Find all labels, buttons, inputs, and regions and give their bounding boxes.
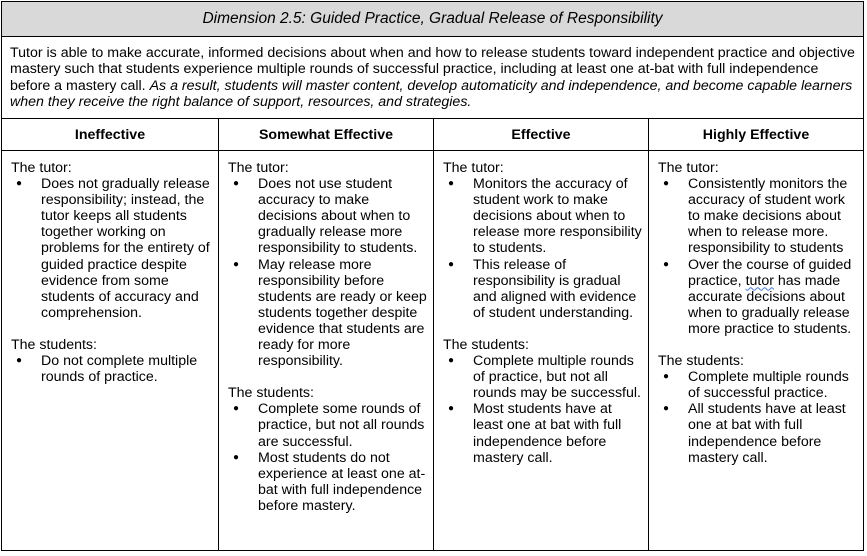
list-item-text: Complete some rounds of practice, but not all rounds are successful.	[258, 401, 425, 450]
bullet-icon: ●	[16, 178, 23, 190]
students-label: The students:	[11, 336, 97, 353]
list-item	[663, 176, 857, 257]
tutor-label: The tutor:	[658, 160, 719, 176]
bullet-icon: ●	[448, 178, 455, 190]
list-item-text: Consistently monitors the accuracy of student work to make decisions about when to release more. responsibility to students	[688, 176, 848, 257]
list-item	[16, 176, 212, 321]
tutor-label: The tutor:	[228, 160, 289, 176]
dimension-description	[2, 37, 864, 119]
bullet-icon: ●	[448, 355, 455, 367]
list-item	[663, 256, 857, 337]
list-item	[663, 401, 857, 466]
students-criteria-list	[658, 369, 857, 466]
students-label: The students:	[658, 353, 744, 370]
tutor-criteria-list	[658, 176, 857, 337]
level-cell-ineffective	[2, 151, 219, 551]
bullet-icon: ●	[663, 258, 670, 270]
section-spacer	[11, 321, 212, 337]
tutor-criteria-list	[11, 176, 212, 321]
bullet-icon: ●	[16, 355, 23, 367]
dimension-title: Dimension 2.5: Guided Practice, Gradual Release of Responsibility	[2, 2, 864, 37]
tutor-label: The tutor:	[443, 160, 504, 176]
tutor-criteria-list	[443, 176, 642, 321]
list-item	[16, 353, 212, 386]
level-header-effective: Effective	[434, 119, 649, 151]
section-spacer	[443, 321, 642, 337]
section-spacer	[228, 369, 427, 385]
bullet-icon: ●	[663, 403, 670, 415]
bullet-icon: ●	[448, 403, 455, 415]
list-item	[448, 353, 642, 402]
level-cell-somewhat-effective	[219, 151, 434, 551]
students-criteria-list	[228, 401, 427, 514]
list-item	[233, 401, 427, 450]
list-item-text: This release of responsibility is gradual and aligned with evidence of student understanding.	[473, 256, 637, 321]
description-row	[2, 37, 864, 119]
students-label: The students:	[443, 336, 529, 353]
list-item	[233, 176, 427, 257]
level-header-row	[2, 119, 864, 151]
list-item-text: Over the course of guided practice,	[688, 256, 852, 289]
list-item-text: Complete multiple rounds of practice, but not all rounds may be successful.	[473, 353, 641, 402]
bullet-icon: ●	[233, 403, 240, 415]
list-item-text: Most students do not experience at least one at-bat with full independence before mastery.	[258, 449, 426, 514]
rubric-table	[1, 1, 864, 551]
description-text: Tutor is able to make accurate, informed decisions about when and how to release students toward independent practice and objective mastery such that students experience multiple rounds of successful practice, including at least one at-bat with full independence before a mastery call.	[10, 45, 855, 94]
tutor-label: The tutor:	[11, 160, 72, 176]
list-item	[448, 176, 642, 257]
level-body-row	[2, 151, 864, 551]
list-item-text: Does not gradually release responsibility; instead, the tutor keeps all students together working on problems for the entirety of guided practice despite evidence from some students of accuracy and comprehension.	[41, 176, 210, 321]
list-item-text: Complete multiple rounds of successful practice.	[688, 369, 849, 402]
level-header-highly-effective: Highly Effective	[649, 119, 864, 151]
list-item-text: May release more responsibility before students are ready or keep students together despite evidence that students are ready for more responsibility.	[258, 256, 427, 370]
bullet-icon: ●	[448, 258, 455, 270]
bullet-icon: ●	[663, 178, 670, 190]
bullet-icon: ●	[663, 371, 670, 383]
list-item-text: Most students have at least one at bat with full independence before mastery call.	[473, 401, 622, 466]
level-header-somewhat-effective: Somewhat Effective	[219, 119, 434, 151]
list-item-text: All students have at least one at bat with full independence before mastery call.	[688, 401, 846, 466]
students-criteria-list	[443, 353, 642, 466]
list-item	[448, 256, 642, 321]
list-item	[663, 369, 857, 402]
bullet-icon: ●	[233, 178, 240, 190]
list-item-text: has made accurate decisions about when to gradually release more practice to students.	[688, 272, 852, 337]
list-item-text: Do not complete multiple rounds of practice.	[41, 353, 198, 386]
description-outcome-text: As a result, students will master content, develop automaticity and independence, and become capable learners when they receive the right balance of support, resources, and strategies.	[10, 77, 853, 111]
section-spacer	[658, 337, 857, 353]
list-item-text: Monitors the accuracy of student work to make decisions about when to release more responsibility to students.	[473, 176, 642, 257]
list-item	[233, 256, 427, 370]
bullet-icon: ●	[233, 258, 240, 270]
list-item	[233, 449, 427, 514]
students-criteria-list	[11, 353, 212, 385]
list-item-text: Does not use student accuracy to make decisions about when to gradually release more responsibility to students.	[258, 176, 418, 257]
bullet-icon: ●	[233, 451, 240, 463]
title-row	[2, 2, 864, 37]
level-cell-effective	[434, 151, 649, 551]
level-cell-highly-effective	[649, 151, 864, 551]
spellcheck-flagged-word[interactable]: tutor	[745, 272, 774, 289]
students-label: The students:	[228, 385, 314, 402]
level-header-ineffective: Ineffective	[2, 119, 219, 151]
list-item	[448, 401, 642, 466]
tutor-criteria-list	[228, 176, 427, 369]
